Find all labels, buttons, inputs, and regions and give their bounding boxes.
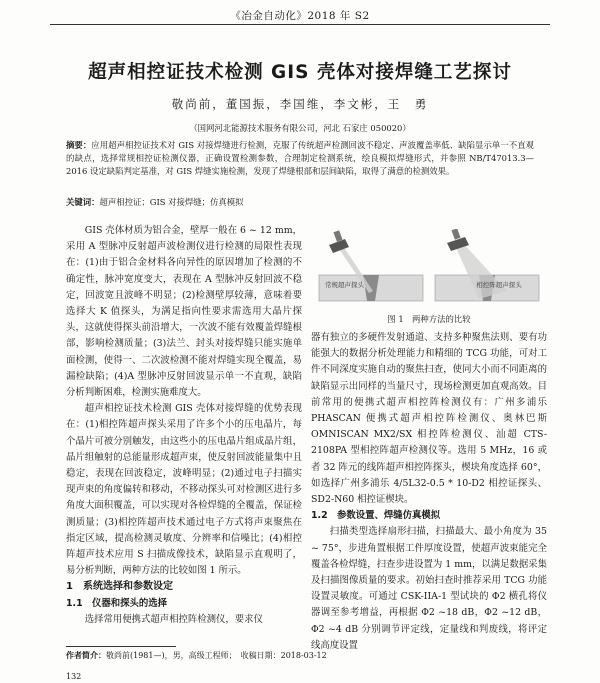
figure-label-phased: 相控阵超声探头 <box>476 281 522 289</box>
keywords <box>66 196 534 208</box>
keywords-label: 关键词： <box>66 197 100 207</box>
keywords-text: 超声相控证；GIS 对接焊缝；仿真模拟 <box>99 197 244 207</box>
figure-comparison <box>311 229 547 309</box>
parameters-paragraph: 扫描类型选择扇形扫描，扫描最大、最小角度为 35 ~ 75°，步进角置根据工件厚度设置，使超声波束能完全覆盖各检焊缝，扫查步进设置为 1 mm，以满足数据采集及扫描图像质量的要求。初始扫查时推荐采用 TCG 功能设置灵敏度。可通过 CSK-IIA-1 型试块的 Φ2 横孔将仪器调至参考增益，再根据 Φ2 ~18 dB，Φ2 ~12 dB，Φ2 ~4 dB 分别调节评定线，定量线和判废线，将评定线高度设置 <box>311 526 547 651</box>
footnote-rule <box>66 646 176 647</box>
subsection-heading: 1.1 仪器和探头的选择 <box>66 597 167 609</box>
footnote-label: 作者简介： <box>66 651 106 660</box>
authors: 敬尚前，董国振，李国维，李文彬，王 勇 <box>171 97 429 111</box>
figure-label-conventional: 常规超声探头 <box>325 281 364 289</box>
probe-conventional-icon <box>329 230 349 253</box>
intro-paragraph: GIS 壳体材质为铝合金，壁厚一般在 6 ~ 12 mm，采用 A 型脉冲反射超声波检测仪进行检测的局限性表现在：(1)由于铝合金材料各向异性的原因增加了检测的不确定性，脉冲宽度变大，表现在 A 型脉冲反射回波不稳定，回波宽且波峰不明显；(2)检测壁厚较薄，意味着要选择大 K 值探头，为满足指向性要求需选用大晶片探头，这就使得探头前沿增大，一次波不能有效覆盖焊缝根部，影响检测质量；(3)法兰、封头对接焊缝只能实施单面检测，使得一、二次波检测不能对焊缝实现全覆盖，易漏检缺陷；(4)A 型脉冲反射回波显示单一不直观，缺陷分析判断困难，检测实施难度大。 <box>66 225 302 399</box>
advantages-paragraph: 超声相控证技术检测 GIS 壳体对接焊缝的优势表现在：(1)相控阵超声探头采用了许多个小的压电晶片，每个晶片可被分别触发，由这些小的压电晶片组成晶片组，晶片组触射的总能量形成超声束，使反射回波能量集中且稳定，表现在回波稳定，波峰明显；(2)通过电子扫描实现声束的角度偏转和移动，不移动探头可对检测区进行多角度大面积覆盖，可以实现对各检焊缝的全覆盖，保证检测质量；(3)相控阵超声技术通过电子方式将声束聚焦在指定区域，提高检测灵敏度、分辨率和信噪比；(4)相控阵超声技术应用 S 扫描成像技术，缺陷显示直观明了，易分析判断，两种方法的比较如图 1 所示。 <box>66 403 302 577</box>
footnote-text: 敬尚前(1981—)，男，高级工程师； 收稿日期：2018-03-12 <box>106 651 327 660</box>
figure-caption: 图 1 两种方法的比较 <box>387 314 471 324</box>
abstract <box>66 139 534 178</box>
abstract-text: 应用超声相控证技术对 GIS 对接焊缝进行检测，克服了传统超声检测回波不稳定、声波覆盖率低、缺陷显示单一不直观的缺点，选择常规相控证检测仪器，正确设置检测参数，合理制定检测系统，绘良模拟焊缝形式，并参照 NB/T47013.3—2016 设定缺陷判定基准，对 GIS 焊缝实施检测，发现了焊缝根部和层间缺陷，取得了满意的检测效果。 <box>66 140 534 176</box>
section-heading: 1 系统选择和参数设定 <box>66 581 173 593</box>
author-footnote <box>66 650 327 661</box>
left-column <box>66 223 302 628</box>
abstract-label: 摘要： <box>66 140 92 150</box>
paper-title: 超声相控证技术检测 GIS 壳体对接焊缝工艺探讨 <box>88 62 512 83</box>
affiliation: （国网河北能源技术服务有限公司，河北 石家庄 050020） <box>189 123 411 133</box>
instrument-paragraph: 选择常用便携式超声相控阵检测仪，要求仪 <box>84 613 263 625</box>
subsection-heading-params: 1.2 参数设置、焊缝仿真模拟 <box>311 510 441 522</box>
page-number: 132 <box>66 672 82 681</box>
instrument-continued-paragraph: 器有独立的多硬件发射通道、支持多种聚焦法则、要有功能强大的数据分析处理能力和精细的 TCG 功能，可对工件不同深度实施自动的聚焦扫查，使同大小而不同距离的缺陷显示出同样的当量尺寸，现场检测更加直观高效。目前常用的便携式超声相控阵检测仪有：广州多浦乐 PHASCAN 便携式超声相控阵检测仪、奥林巴斯 OMNISCAN MX2/SX 相控阵检测仪、汕超 CTS-2108PA 型相控阵超声检测仪等。选用 5 MHz，16 或者 32 阵元的线阵超声相控阵探头，楔块角度选择 60°，如选择广州多浦乐 4/5L32-0.5 * 10-D2 相控证探头、SD2-N60 相控证楔块。 <box>311 332 547 506</box>
header-rule <box>50 24 550 25</box>
right-column <box>311 330 547 654</box>
journal-header: 《冶金自动化》2018 年 S2 <box>230 10 370 22</box>
